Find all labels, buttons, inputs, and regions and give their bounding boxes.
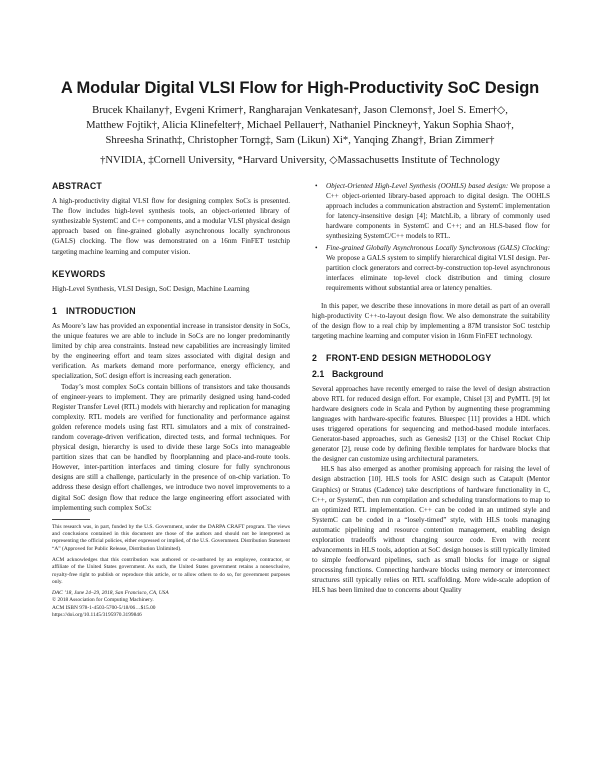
section2-heading (312, 353, 550, 363)
author-list (40, 103, 560, 148)
footnotes (52, 524, 290, 620)
section-title: FRONT-END DESIGN METHODOLOGY (326, 353, 492, 364)
contribution-list (312, 181, 550, 293)
author-line: Shreesha Srinath‡, Christopher Torng‡, Sam (Likun) Xi*, Yanqing Zhang†, Brian Zimmer† (105, 135, 495, 146)
subsection-number: 2.1 (312, 368, 325, 379)
intro-heading (52, 306, 290, 316)
paper-title: A Modular Digital VLSI Flow for High-Productivity SoC Design (60, 79, 540, 97)
funding-footnote: This research was, in part, funded by the U.S. Government, under the DARPA CRAFT program. The views and conclusions contained in this document are those of the authors and should not be interpreted as representing the official policies, either expressed or implied, of the U.S. Government. Distribution Statement “A” (Approved for Public Release, Distribution Unlimited). (52, 523, 290, 552)
copyright-line: © 2018 Association for Computing Machinery. (52, 597, 154, 604)
footnote-rule (52, 519, 90, 520)
subsection-title: Background (332, 368, 384, 379)
bullet-lead: Object-Oriented High-Level Synthesis (OOHLS) based design: (326, 182, 509, 190)
author-line: Matthew Fojtik†, Alicia Klinefelter†, Michael Pellauer†, Nathaniel Pinckney†, Yakun Sophia Shao†, (86, 120, 514, 131)
author-line: Brucek Khailany†, Evgeni Krimer†, Rangharajan Venkatesan†, Jason Clemons†, Joel S. Emer†◇, (92, 105, 508, 116)
keywords-heading: KEYWORDS (52, 268, 106, 279)
section2-paragraph: Several approaches have recently emerged to raise the level of design abstraction above RTL for reduced design effort. For example, Chisel [3] and PyMTL [9] let hardware designers code in Scala and Python by augmenting these programming languages with hardware-specific features. Bluespec [11] provides a HDL which uses triggered operations for sequencing and method-based module interfaces. Generator-based approaches, such as Genesis2 [13] or the Chisel Rocket Chip generator [2], reuse code by defining flexible templates for hardware blocks that the designer can customize using architectural parameters. (312, 384, 550, 464)
isbn-line: ACM ISBN 978-1-4503-5700-5/18/06…$15.00 (52, 604, 156, 611)
list-item (312, 243, 550, 293)
section-number: 2 (312, 353, 318, 364)
intro-paragraph: Today’s most complex SoCs contain billions of transistors and take thousands of engineer-years to implement. They are primarily designed using hand-coded Register Transfer Level (RTL) models with hierarchy and replication for managing complexity. RTL models are verified for functionality and performance against golden reference models using fast RTL simulators and a mix of constrained-random coverage-driven verification, directed tests, and formal techniques. For physical design, hierarchy is used to divide these large SoCs into manageable partition sizes that can be handled by floorplanning and place-and-route tools. However, inter-partition interfaces and timing closure for fully synchronous designs are still a challenge, particularly in the presence of on-chip variation. To address these design effort challenges, we introduce two novel improvements to a digital SoC design flow that reduce the large engineering effort associated with implementing such complex SoCs: (52, 382, 290, 512)
intro-paragraph: As Moore’s law has provided an exponential increase in transistor density in SoCs, the unique features we are able to include in SoCs are no longer predominantly limited by chip area constraints. Instead new capabilities are increasingly limited by the engineering effort and team sizes associated with digital design and verification. As markets demand more performance, energy efficiency, and specialization, SoC design effort is increasing each generation. (52, 321, 290, 381)
section-number: 1 (52, 305, 58, 316)
right-column (312, 181, 550, 596)
bullet-icon: • (315, 243, 318, 252)
bullet-text: We propose a C++ object-oriented library-based approach to digital design. The OOHLS approach includes a communication abstraction and SystemC implementation for latency-insensitive design [4]; MatchLib, a library of commonly used hardware components in SystemC and C++; and an HLS-based flow for synthesizing SystemC/C++ models to RTL. (326, 182, 551, 241)
venue-line: DAC ’18, June 24–29, 2018, San Francisco, CA, USA (52, 590, 169, 597)
keywords-text: High-Level Synthesis, VLSI Design, SoC Design, Machine Learning (52, 284, 250, 293)
acm-notice: ACM acknowledges that this contribution was authored or co-authored by an employee, contractor, or affiliate of the United States government. As such, the United States government retains a nonexclusive, royalty-free right to publish or reproduce this article, or to allow others to do so, for government purposes only. (52, 556, 290, 585)
bullet-lead: Fine-grained Globally Asynchronous Locally Synchronous (GALS) Clocking: (326, 243, 550, 252)
doi-link[interactable]: https://doi.org/10.1145/3195970.3199846 (52, 611, 142, 618)
left-column (52, 181, 290, 619)
list-item (312, 181, 550, 242)
bullet-text: We propose a GALS system to simplify hierarchical digital VLSI design. Per-partition clock generators and correct-by-construction top-level asynchronous interfaces eliminate top-level clock distribution and timing closure requirements without substantial area or latency penalties. (326, 253, 550, 292)
bullet-icon: • (315, 182, 318, 190)
section2-paragraph: HLS has also emerged as another promising approach for raising the level of design abstraction [10]. HLS tools for ASIC design such as Catapult (Mentor Graphics) or Stratus (Cadence) take descriptions of hardware functionality in C, C++, or SystemC, then run compilation and scheduling transformations to map to an optimized RTL implementation. C++ can be coded in an untimed style and SystemC can be coded in a “losely-timed” style, with HLS tools managing automatic pipelining and resource contention management, enabling design exploration tradeoffs without changing source code. Even with recent advancements in HLS tools, adoption at SoC design houses is still typically limited to simple feedforward pipelines, such as small blocks for image or signal processing functions. Connecting hardware blocks using memory or interconnect structures still typically relies on RTL scaffolding. More wide-scale adoption of HLS has been limited due to concerns about Quality (312, 465, 550, 595)
abstract-text: A high-productivity digital VLSI flow for designing complex SoCs is presented. The flow includes high-level synthesis tools, an object-oriented library of synthesizable SystemC and C++ components, and a modular VLSI physical design approach based on fine-grained globally asynchronous locally synchronous (GALS) clocking. The flow was demonstrated on a 16nm FinFET testchip targeting machine learning and computer vision. (52, 197, 290, 256)
subsection-heading (312, 369, 550, 379)
affiliations: †NVIDIA, ‡Cornell University, *Harvard University, ◇Massachusetts Institute of Technology (100, 155, 500, 166)
abstract-heading: ABSTRACT (52, 181, 102, 191)
section-title: INTRODUCTION (66, 305, 136, 316)
paper-summary-paragraph: In this paper, we describe these innovations in more detail as part of an overall high-productivity C++-to-layout design flow. We also demonstrate the suitability of the design flow to a real chip by implementing a 87M transistor SoC testchip targeting machine learning and computer vision in 16nm FinFET technology. (312, 302, 550, 341)
